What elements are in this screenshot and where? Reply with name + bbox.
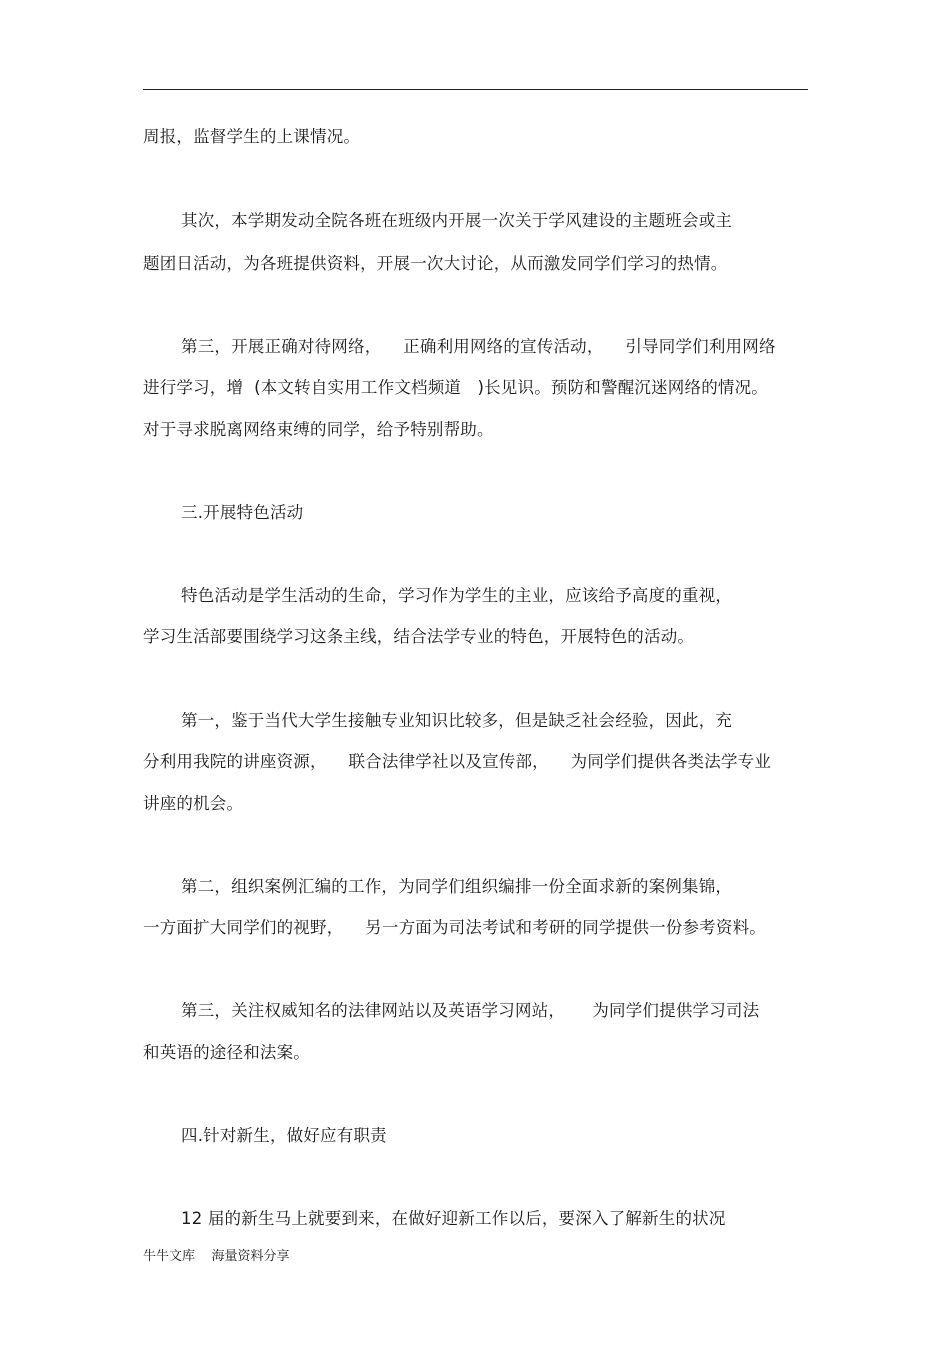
text-line-9: 学习生活部要围绕学习这条主线，结合法学专业的特色，开展特色的活动。	[143, 627, 695, 646]
text-line-10: 第一，鉴于当代大学生接触专业知识比较多，但是缺乏社会经验，因此，充	[181, 711, 733, 730]
text-line-6: 对于寻求脱离网络束缚的同学，给予特别帮助。	[143, 420, 494, 439]
text-line-18: 12 届的新生马上就要到来，在做好迎新工作以后，要深入了解新生的状况	[181, 1209, 726, 1228]
text-line-8: 特色活动是学生活动的生命，学习作为学生的主业，应该给予高度的重视，	[181, 586, 733, 605]
text-line-13: 第二，组织案例汇编的工作，为同学们组织编排一份全面求新的案例集锦，	[181, 877, 733, 896]
section-heading-4: 四.针对新生，做好应有职责	[181, 1126, 387, 1145]
text-line-3: 题团日活动，为各班提供资料，开展一次大讨论，从而激发同学们学习的热情。	[143, 254, 728, 273]
text-line-11: 分利用我院的讲座资源， 联合法律学社以及宣传部， 为同学们提供各类法学专业	[143, 752, 772, 771]
text-line-5: 进行学习，增 (本文转自实用工作文档频道 )长见识。预防和警醒沉迷网络的情况。	[143, 378, 768, 397]
text-line-14: 一方面扩大同学们的视野， 另一方面为司法考试和考研的同学提供一份参考资料。	[143, 918, 766, 937]
section-heading-3: 三.开展特色活动	[181, 503, 304, 522]
page-footer: 牛牛文库 海量资料分享	[143, 1249, 290, 1264]
text-line-2: 其次，本学期发动全院各班在班级内开展一次关于学风建设的主题班会或主	[181, 211, 733, 230]
text-line-12: 讲座的机会。	[143, 794, 244, 813]
text-line-1: 周报，监督学生的上课情况。	[143, 127, 361, 146]
text-line-4: 第三，开展正确对待网络， 正确利用网络的宣传活动， 引导同学们利用网络	[181, 337, 776, 356]
text-line-16: 和英语的途径和法案。	[143, 1043, 310, 1062]
text-line-15: 第三，关注权威知名的法律网站以及英语学习网站， 为同学们提供学习司法	[181, 1001, 760, 1020]
header-rule	[143, 89, 808, 90]
